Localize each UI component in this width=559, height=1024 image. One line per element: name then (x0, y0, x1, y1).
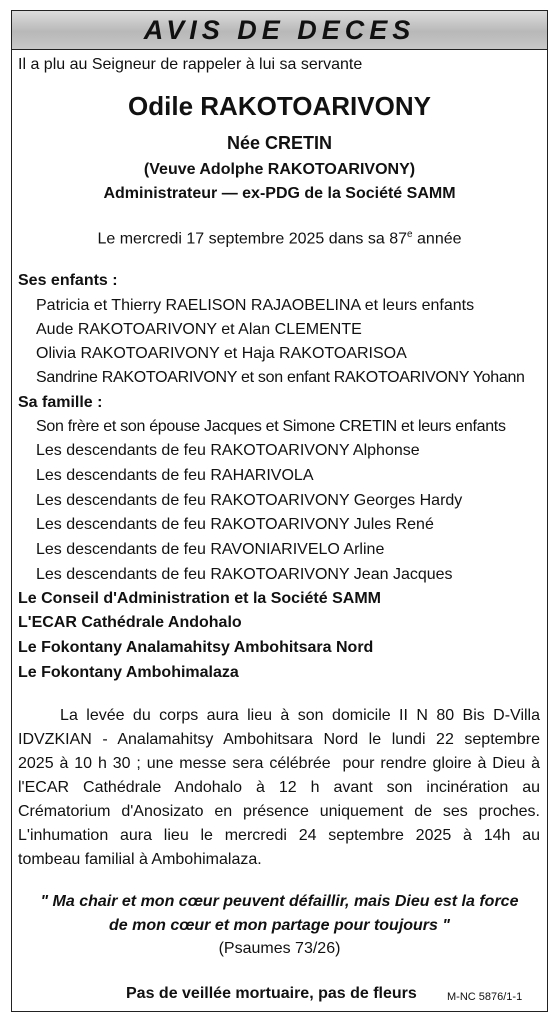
organization-line: Le Fokontany Ambohimalaza (18, 664, 239, 681)
ceremony-line: La levée du corps aura lieu à son domicile II N 80 Bis D-Villa (18, 707, 540, 724)
quote-reference: (Psaumes 73/26) (218, 940, 341, 957)
widow-line: (Veuve Adolphe RAKOTOARIVONY) (143, 161, 416, 178)
family-heading: Sa famille : (18, 394, 103, 411)
family-item: Les descendants de feu RAKOTOARIVONY Alphonse (36, 442, 420, 459)
death-date-text: Le mercredi 17 septembre 2025 dans sa 87 (97, 230, 408, 248)
role-line: Administrateur — ex-PDG de la Société SAMM (103, 185, 456, 202)
ceremony-line: L'inhumation aura lieu le mercredi 24 septembre 2025 à 14h au (18, 827, 540, 844)
organization-line: L'ECAR Cathédrale Andohalo (18, 614, 242, 631)
children-item: Aude RAKOTOARIVONY et Alan CLEMENTE (36, 321, 362, 338)
quote-line-2: de mon cœur et mon partage pour toujours " (109, 917, 450, 934)
children-heading: Ses enfants : (18, 272, 118, 289)
notice-title: AVIS DE DECES (143, 15, 416, 45)
intro-line: Il a plu au Seigneur de rappeler à lui sa servante (18, 56, 363, 73)
family-item: Les descendants de feu RAKOTOARIVONY Jean Jacques (36, 566, 453, 583)
family-item: Les descendants de feu RAKOTOARIVONY Jules René (36, 516, 434, 533)
notice-header (12, 11, 547, 50)
maiden-name: Née CRETIN (226, 133, 333, 153)
death-date-suffix: e (407, 229, 413, 240)
family-item: Les descendants de feu RAKOTOARIVONY Georges Hardy (36, 492, 463, 509)
family-item: Les descendants de feu RAHARIVOLA (36, 467, 314, 484)
organization-line: Le Fokontany Analamahitsy Ambohitsara Nord (18, 639, 374, 656)
ceremony-line: l'ECAR Cathédrale Andohalo à 12 h avant son incinération au (18, 779, 540, 796)
organization-line: Le Conseil d'Administration et la Société SAMM (18, 590, 381, 607)
ceremony-line: IDVZKIAN - Analamahitsy Ambohitsara Nord le lundi 22 septembre (18, 731, 540, 748)
deceased-name: Odile RAKOTOARIVONY (128, 91, 431, 121)
death-date (0, 229, 559, 248)
notice-code: M-NC 5876/1-1 (447, 991, 523, 1003)
ceremony-line: Crématorium d'Anosizato en présence uniquement de ses proches. (18, 803, 540, 820)
family-item: Son frère et son épouse Jacques et Simone CRETIN et leurs enfants (36, 418, 506, 435)
family-item: Les descendants de feu RAVONIARIVELO Arline (36, 541, 385, 558)
ceremony-line: 2025 à 10 h 30 ; une messe sera célébrée pour rendre gloire à Dieu à (18, 755, 540, 772)
quote-line-1: " Ma chair et mon cœur peuvent défaillir, mais Dieu est la force (40, 893, 519, 910)
children-item: Olivia RAKOTOARIVONY et Haja RAKOTOARISOA (36, 345, 407, 362)
ceremony-line: tombeau familial à Ambohimalaza. (18, 851, 262, 868)
death-date-end: année (412, 230, 462, 248)
children-item: Sandrine RAKOTOARIVONY et son enfant RAKOTOARIVONY Yohann (36, 369, 525, 386)
children-item: Patricia et Thierry RAELISON RAJAOBELINA et leurs enfants (36, 297, 475, 314)
footer-note: Pas de veillée mortuaire, pas de fleurs (126, 985, 417, 1002)
ceremony-paragraph (18, 704, 540, 872)
